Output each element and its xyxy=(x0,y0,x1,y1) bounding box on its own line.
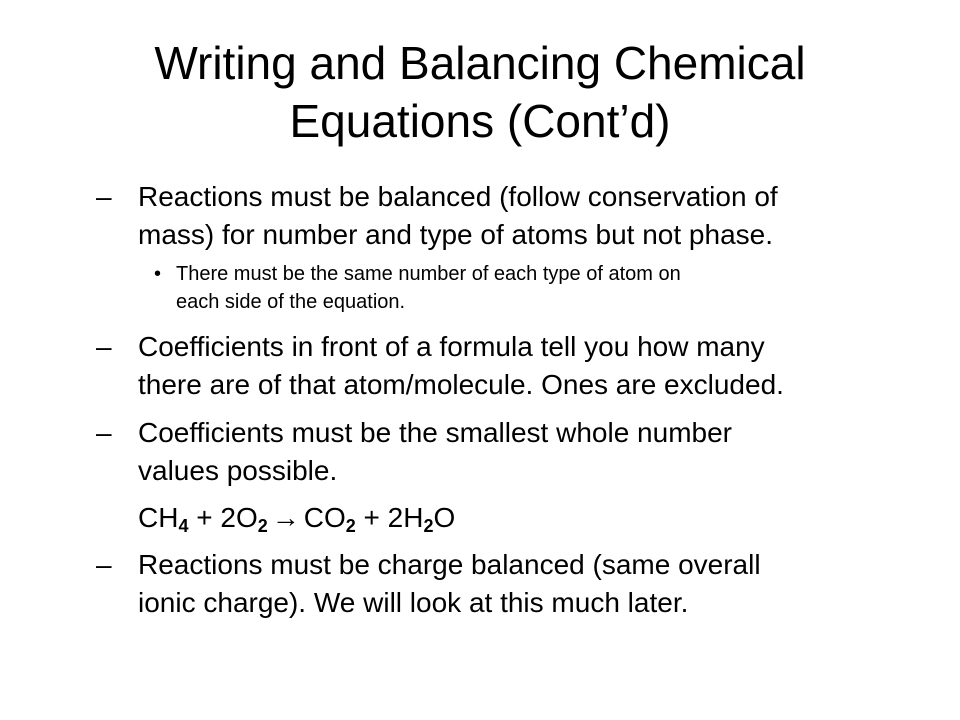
sub-list-item xyxy=(96,260,886,316)
equation-subscript: 4 xyxy=(178,516,189,536)
sub-list-item-text: each side of the equation. xyxy=(176,291,406,313)
list-item-text: mass) for number and type of atoms but not phase. xyxy=(138,219,774,250)
bullet-marker: • xyxy=(154,263,162,285)
list-item-text: ionic charge). We will look at this much later. xyxy=(138,587,689,618)
equation-subscript: 2 xyxy=(257,516,268,536)
title-line-1: Writing and Balancing Chemical xyxy=(154,37,806,89)
dash-marker: – xyxy=(96,549,112,580)
list-item-text: there are of that atom/molecule. Ones are excluded. xyxy=(138,369,784,400)
dash-marker: – xyxy=(96,417,112,448)
list-item xyxy=(96,178,886,254)
list-item xyxy=(96,328,886,404)
list-item-text: values possible. xyxy=(138,455,338,486)
equation-subscript: 2 xyxy=(423,516,434,536)
list-item-text: Coefficients must be the smallest whole number xyxy=(138,417,732,448)
equation-co: CO xyxy=(303,502,346,533)
slide-body xyxy=(96,178,886,622)
equation-o: O xyxy=(433,502,456,533)
equation-ch: CH xyxy=(138,502,179,533)
dash-marker: – xyxy=(96,181,112,212)
sub-list-item-text: There must be the same number of each type of atom on xyxy=(176,263,681,285)
title-line-2: Equations (Cont’d) xyxy=(289,95,671,147)
list-item-text: Reactions must be balanced (follow conservation of xyxy=(138,181,778,212)
equation-plus-h: + 2H xyxy=(355,502,424,533)
list-item-text: Coefficients in front of a formula tell you how many xyxy=(138,331,765,362)
equation-subscript: 2 xyxy=(345,516,356,536)
equation-plus-o2: + 2O xyxy=(188,502,258,533)
dash-marker: – xyxy=(96,331,112,362)
list-item-text: Reactions must be charge balanced (same overall xyxy=(138,549,761,580)
list-item xyxy=(96,414,886,490)
chemical-equation xyxy=(96,498,886,538)
slide-title xyxy=(60,34,900,150)
list-item xyxy=(96,546,886,622)
arrow-icon: → xyxy=(271,502,300,533)
